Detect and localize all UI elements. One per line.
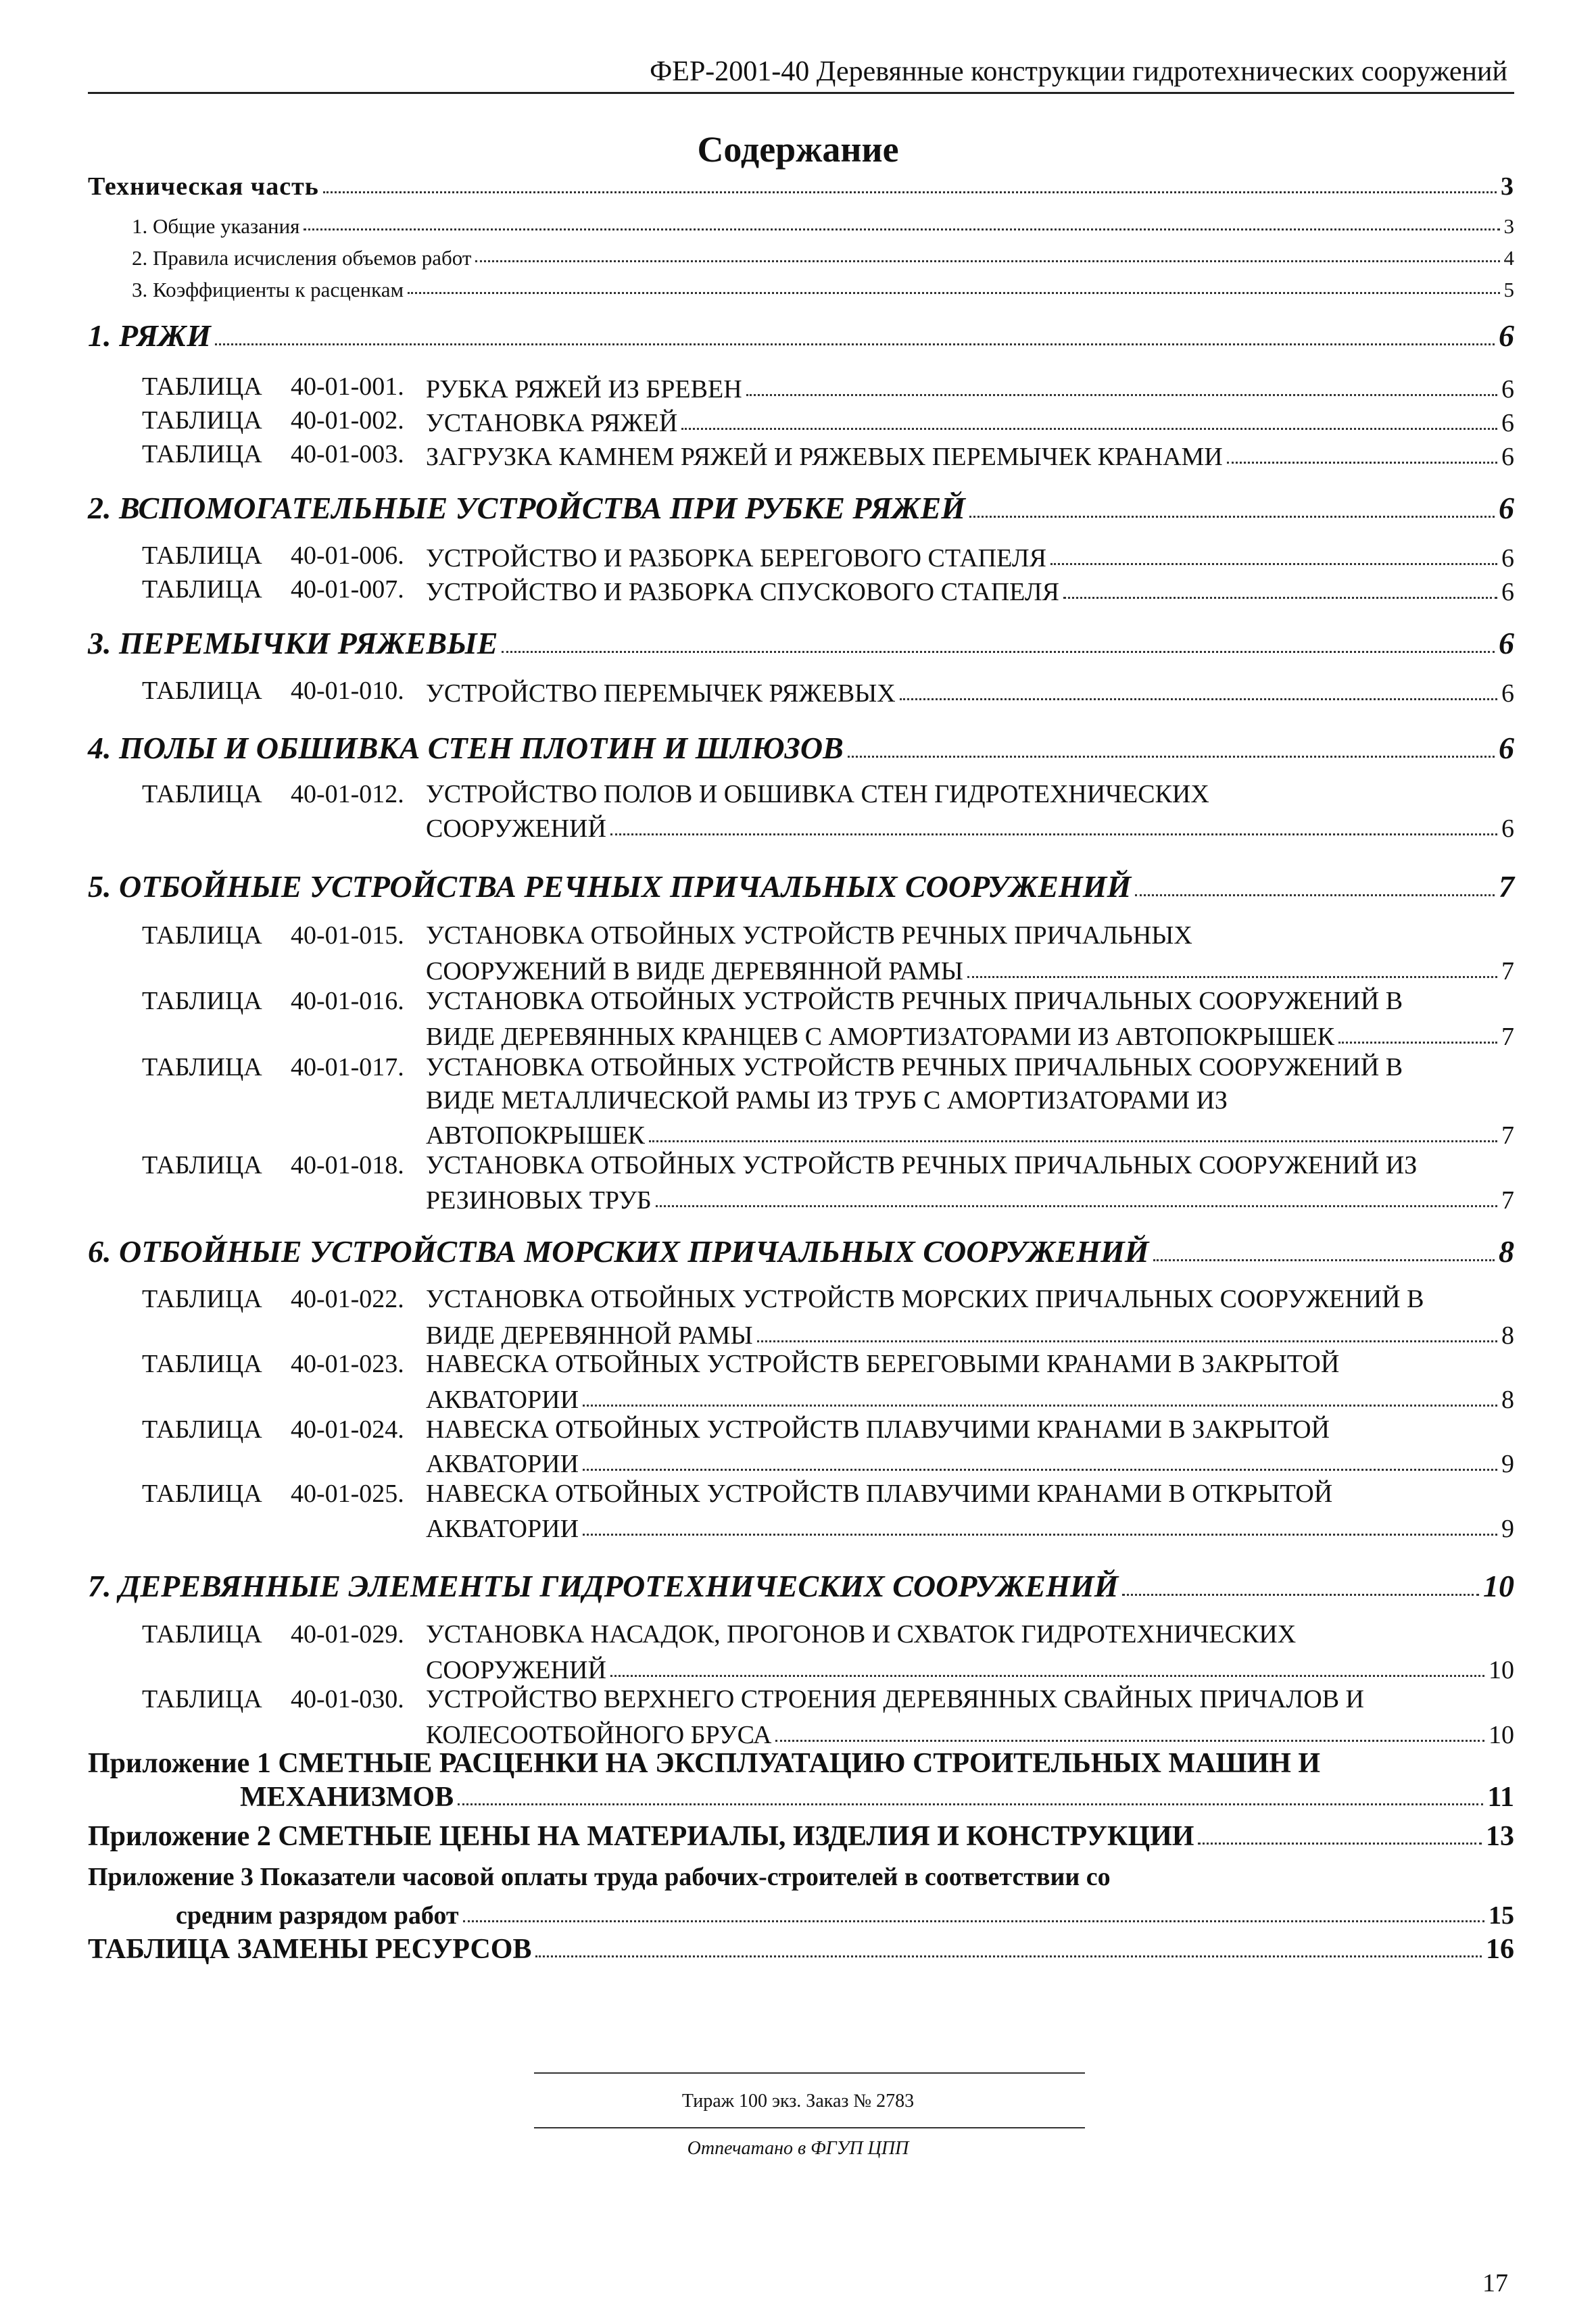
section-heading-label: 2. ВСПОМОГАТЕЛЬНЫЕ УСТРОЙСТВА ПРИ РУБКЕ РЯЖЕЙ	[88, 491, 965, 525]
tech-part	[88, 169, 1514, 201]
section-heading-dot-leader	[969, 516, 1495, 518]
section-heading	[88, 626, 1514, 661]
table-entry-label: ЗАГРУЗКА КАМНЕМ РЯЖЕЙ И РЯЖЕВЫХ ПЕРЕМЫЧЕК КРАНАМИ	[426, 443, 1223, 471]
table-prefix: ТАБЛИЦА	[142, 575, 262, 604]
table-entry-line: НАВЕСКА ОТБОЙНЫХ УСТРОЙСТВ БЕРЕГОВЫМИ КРАНАМИ В ЗАКРЫТОЙ	[426, 1350, 1340, 1378]
table-entry-line: НАВЕСКА ОТБОЙНЫХ УСТРОЙСТВ ПЛАВУЧИМИ КРАНАМИ В ЗАКРЫТОЙ	[426, 1415, 1330, 1444]
table-entry	[426, 954, 1514, 986]
table-entry-page: 8	[1501, 1321, 1514, 1350]
table-entry-label: РЕЗИНОВЫХ ТРУБ	[426, 1186, 652, 1215]
table-entry-page: 6	[1501, 375, 1514, 404]
tech-part-item-label: 1. Общие указания	[132, 214, 300, 238]
table-entry-label: УСТРОЙСТВО ПЕРЕМЫЧЕК РЯЖЕВЫХ	[426, 679, 896, 708]
section-heading-dot-leader	[848, 756, 1495, 758]
table-entry-label: КОЛЕСООТБОЙНОГО БРУСА	[426, 1721, 772, 1749]
table-entry-page: 7	[1501, 1023, 1514, 1051]
tech-part-item-page: 5	[1503, 278, 1514, 301]
table-entry	[426, 541, 1514, 573]
table-code: 40-01-024.	[291, 1415, 404, 1444]
table-entry-page: 6	[1501, 814, 1514, 843]
section-heading-dot-leader	[1135, 894, 1495, 896]
table-entry	[426, 811, 1514, 844]
table-entry	[426, 1183, 1514, 1215]
tech-part-item	[132, 270, 1514, 302]
table-code: 40-01-002.	[291, 406, 404, 435]
table-entry-dot-leader	[967, 976, 1497, 978]
tech-part-dot-leader	[323, 191, 1497, 193]
table-entry-label: СООРУЖЕНИЙ	[426, 814, 606, 843]
table-entry-label: УСТАНОВКА РЯЖЕЙ	[426, 409, 678, 437]
section-heading-label: 5. ОТБОЙНЫЕ УСТРОЙСТВА РЕЧНЫХ ПРИЧАЛЬНЫХ СООРУЖЕНИЙ	[88, 869, 1132, 904]
section-heading-label: 4. ПОЛЫ И ОБШИВКА СТЕН ПЛОТИН И ШЛЮЗОВ	[88, 731, 844, 765]
table-entry-line: УСТРОЙСТВО ПОЛОВ И ОБШИВКА СТЕН ГИДРОТЕХНИЧЕСКИХ	[426, 780, 1209, 808]
table-entry-label: СООРУЖЕНИЙ В ВИДЕ ДЕРЕВЯННОЙ РАМЫ	[426, 957, 963, 985]
table-entry-dot-leader	[649, 1140, 1497, 1142]
table-entry-dot-leader	[656, 1205, 1497, 1207]
table-code: 40-01-022.	[291, 1285, 404, 1313]
table-entry-line: НАВЕСКА ОТБОЙНЫХ УСТРОЙСТВ ПЛАВУЧИМИ КРАНАМИ В ОТКРЫТОЙ	[426, 1480, 1333, 1508]
appendix-entry	[88, 1820, 1514, 1853]
appendix-entry-dot-leader	[535, 1955, 1482, 1957]
table-entry-line: УСТАНОВКА ОТБОЙНЫХ УСТРОЙСТВ РЕЧНЫХ ПРИЧАЛЬНЫХ СООРУЖЕНИЙ В	[426, 1053, 1403, 1081]
tech-part-label: Техническая часть	[88, 172, 319, 201]
table-prefix: ТАБЛИЦА	[142, 541, 262, 570]
table-entry-label: АКВАТОРИИ	[426, 1386, 579, 1414]
section-heading-label: 7. ДЕРЕВЯННЫЕ ЭЛЕМЕНТЫ ГИДРОТЕХНИЧЕСКИХ СООРУЖЕНИЙ	[88, 1569, 1119, 1603]
table-entry-line: ВИДЕ МЕТАЛЛИЧЕСКОЙ РАМЫ ИЗ ТРУБ С АМОРТИЗАТОРАМИ ИЗ	[426, 1086, 1228, 1115]
section-heading	[88, 493, 1514, 526]
tech-part-item	[132, 206, 1514, 239]
table-prefix: ТАБЛИЦА	[142, 372, 262, 401]
table-entry-page: 10	[1489, 1721, 1514, 1749]
table-entry-dot-leader	[1050, 563, 1497, 565]
table-entry	[426, 372, 1514, 404]
table-entry	[426, 1511, 1514, 1544]
table-code: 40-01-023.	[291, 1350, 404, 1378]
table-prefix: ТАБЛИЦА	[142, 1350, 262, 1378]
section-heading-page: 6	[1499, 318, 1514, 353]
appendix-entry	[176, 1898, 1514, 1930]
table-entry	[426, 1019, 1514, 1052]
table-code: 40-01-018.	[291, 1151, 404, 1179]
table-code: 40-01-012.	[291, 780, 404, 808]
section-heading-label: 1. РЯЖИ	[88, 318, 211, 353]
table-entry-page: 6	[1501, 578, 1514, 606]
appendix-entry-line: Приложение 1 СМЕТНЫЕ РАСЦЕНКИ НА ЭКСПЛУАТАЦИЮ СТРОИТЕЛЬНЫХ МАШИН И	[88, 1748, 1321, 1779]
table-entry-label: ВИДЕ ДЕРЕВЯННЫХ КРАНЦЕВ С АМОРТИЗАТОРАМИ ИЗ АВТОПОКРЫШЕК	[426, 1023, 1334, 1051]
table-prefix: ТАБЛИЦА	[142, 1415, 262, 1444]
table-entry-dot-leader	[1063, 597, 1497, 599]
table-entry-label: АКВАТОРИИ	[426, 1515, 579, 1543]
tech-part-item	[132, 238, 1514, 270]
table-entry-page: 6	[1501, 409, 1514, 437]
page-title: Содержание	[697, 129, 899, 170]
table-entry-line: УСТАНОВКА ОТБОЙНЫХ УСТРОЙСТВ РЕЧНЫХ ПРИЧАЛЬНЫХ СООРУЖЕНИЙ ИЗ	[426, 1151, 1418, 1179]
section-heading-page: 7	[1499, 869, 1514, 904]
table-entry-page: 6	[1501, 443, 1514, 471]
tech-part-item-dot-leader	[304, 228, 1499, 230]
section-heading	[88, 733, 1514, 766]
table-entry-page: 6	[1501, 544, 1514, 572]
table-entry-page: 6	[1501, 679, 1514, 708]
section-heading-page: 8	[1499, 1234, 1514, 1269]
appendix-entry-label: МЕХАНИЗМОВ	[240, 1782, 454, 1813]
appendix-entry-page: 16	[1486, 1934, 1514, 1965]
table-entry-dot-leader	[681, 428, 1497, 430]
table-prefix: ТАБЛИЦА	[142, 1620, 262, 1649]
table-entry	[426, 1382, 1514, 1415]
table-entry-page: 7	[1501, 1121, 1514, 1150]
section-heading	[88, 869, 1514, 904]
table-entry-line: УСТРОЙСТВО ВЕРХНЕГО СТРОЕНИЯ ДЕРЕВЯННЫХ СВАЙНЫХ ПРИЧАЛОВ И	[426, 1685, 1365, 1713]
table-code: 40-01-025.	[291, 1480, 404, 1508]
section-heading-dot-leader	[215, 343, 1495, 345]
table-entry-label: АКВАТОРИИ	[426, 1450, 579, 1478]
table-entry-dot-leader	[900, 698, 1497, 700]
table-entry-dot-leader	[583, 1405, 1497, 1407]
table-prefix: ТАБЛИЦА	[142, 677, 262, 705]
table-entry	[426, 1717, 1514, 1750]
appendix-entry-page: 13	[1486, 1821, 1514, 1852]
table-prefix: ТАБЛИЦА	[142, 1151, 262, 1179]
section-heading-label: 6. ОТБОЙНЫЕ УСТРОЙСТВА МОРСКИХ ПРИЧАЛЬНЫХ СООРУЖЕНИЙ	[88, 1234, 1149, 1269]
imprint-rule-top	[534, 2072, 1085, 2074]
appendix-entry-label: ТАБЛИЦА ЗАМЕНЫ РЕСУРСОВ	[88, 1934, 532, 1965]
table-entry-line: УСТАНОВКА ОТБОЙНЫХ УСТРОЙСТВ РЕЧНЫХ ПРИЧАЛЬНЫХ СООРУЖЕНИЙ В	[426, 987, 1403, 1015]
table-code: 40-01-007.	[291, 575, 404, 604]
section-heading-page: 6	[1499, 626, 1514, 660]
appendix-entry	[240, 1781, 1514, 1813]
tech-part-item-label: 3. Коэффициенты к расценкам	[132, 278, 404, 301]
table-entry-label: УСТРОЙСТВО И РАЗБОРКА СПУСКОВОГО СТАПЕЛЯ	[426, 578, 1059, 606]
running-header-text: ФЕР-2001-40 Деревянные конструкции гидротехнических сооружений	[650, 56, 1507, 87]
appendix-entry-page: 15	[1489, 1901, 1514, 1930]
tech-part-page: 3	[1501, 172, 1514, 201]
tech-part-item-dot-leader	[408, 292, 1499, 294]
table-entry	[426, 439, 1514, 472]
table-entry-page: 7	[1501, 957, 1514, 985]
table-code: 40-01-006.	[291, 541, 404, 570]
section-heading-page: 6	[1499, 491, 1514, 525]
table-entry-page: 10	[1489, 1656, 1514, 1684]
table-code: 40-01-017.	[291, 1053, 404, 1081]
appendix-entry	[88, 1933, 1514, 1966]
table-entry-dot-leader	[1338, 1042, 1497, 1044]
table-code: 40-01-030.	[291, 1685, 404, 1713]
table-code: 40-01-016.	[291, 987, 404, 1015]
appendix-entry-dot-leader	[458, 1803, 1483, 1805]
table-code: 40-01-003.	[291, 440, 404, 468]
table-entry	[426, 676, 1514, 708]
table-entry-line: УСТАНОВКА ОТБОЙНЫХ УСТРОЙСТВ РЕЧНЫХ ПРИЧАЛЬНЫХ	[426, 921, 1192, 950]
table-entry	[426, 1446, 1514, 1479]
section-heading	[88, 1234, 1514, 1269]
table-prefix: ТАБЛИЦА	[142, 440, 262, 468]
section-heading-dot-leader	[1153, 1259, 1495, 1261]
table-prefix: ТАБЛИЦА	[142, 1480, 262, 1508]
section-heading	[88, 318, 1514, 354]
table-entry-dot-leader	[757, 1340, 1497, 1342]
table-entry-line: УСТАНОВКА ОТБОЙНЫХ УСТРОЙСТВ МОРСКИХ ПРИЧАЛЬНЫХ СООРУЖЕНИЙ В	[426, 1285, 1424, 1313]
section-heading-page: 6	[1499, 731, 1514, 765]
table-entry-label: УСТРОЙСТВО И РАЗБОРКА БЕРЕГОВОГО СТАПЕЛЯ	[426, 544, 1046, 572]
imprint-run: Тираж 100 экз. Заказ № 2783	[681, 2091, 915, 2112]
table-code: 40-01-001.	[291, 372, 404, 401]
table-prefix: ТАБЛИЦА	[142, 1285, 262, 1313]
table-entry-label: РУБКА РЯЖЕЙ ИЗ БРЕВЕН	[426, 375, 742, 404]
appendix-entry-line: Приложение 3 Показатели часовой оплаты труда рабочих-строителей в соответствии со	[88, 1863, 1111, 1891]
table-entry-page: 9	[1501, 1450, 1514, 1478]
table-entry-page: 8	[1501, 1386, 1514, 1414]
table-entry	[426, 575, 1514, 607]
tech-part-item-page: 3	[1503, 214, 1514, 238]
section-heading	[88, 1571, 1514, 1604]
table-prefix: ТАБЛИЦА	[142, 780, 262, 808]
table-entry-dot-leader	[746, 394, 1497, 396]
table-entry-dot-leader	[775, 1740, 1484, 1742]
table-entry-dot-leader	[583, 1469, 1497, 1471]
tech-part-item-dot-leader	[475, 260, 1499, 262]
appendix-entry-dot-leader	[463, 1920, 1484, 1922]
table-prefix: ТАБЛИЦА	[142, 921, 262, 950]
table-entry-label: АВТОПОКРЫШЕК	[426, 1121, 645, 1150]
appendix-entry-dot-leader	[1198, 1843, 1482, 1845]
table-entry-label: СООРУЖЕНИЙ	[426, 1656, 606, 1684]
table-prefix: ТАБЛИЦА	[142, 1053, 262, 1081]
table-entry-dot-leader	[1227, 462, 1497, 464]
table-entry-page: 9	[1501, 1515, 1514, 1543]
table-prefix: ТАБЛИЦА	[142, 406, 262, 435]
table-entry-dot-leader	[610, 833, 1497, 835]
table-entry	[426, 1653, 1514, 1685]
section-heading-dot-leader	[1122, 1594, 1479, 1596]
table-code: 40-01-010.	[291, 677, 404, 705]
imprint-rule-bottom	[534, 2127, 1085, 2128]
table-entry-page: 7	[1501, 1186, 1514, 1215]
appendix-entry-label: Приложение 2 СМЕТНЫЕ ЦЕНЫ НА МАТЕРИАЛЫ, ИЗДЕЛИЯ И КОНСТРУКЦИИ	[88, 1821, 1194, 1852]
imprint-printed: Отпечатано в ФГУП ЦПП	[687, 2138, 909, 2159]
table-entry	[426, 1118, 1514, 1150]
table-entry	[426, 1318, 1514, 1350]
page-number: 17	[1482, 2269, 1508, 2297]
section-heading-label: 3. ПЕРЕМЫЧКИ РЯЖЕВЫЕ	[88, 626, 498, 660]
table-prefix: ТАБЛИЦА	[142, 1685, 262, 1713]
table-entry-dot-leader	[610, 1675, 1484, 1677]
table-entry-label: ВИДЕ ДЕРЕВЯННОЙ РАМЫ	[426, 1321, 753, 1350]
appendix-entry-page: 11	[1487, 1782, 1514, 1813]
tech-part-item-page: 4	[1503, 246, 1514, 270]
table-code: 40-01-015.	[291, 921, 404, 950]
table-prefix: ТАБЛИЦА	[142, 987, 262, 1015]
section-heading-dot-leader	[502, 651, 1495, 653]
appendix-entry-label: средним разрядом работ	[176, 1901, 459, 1930]
tech-part-item-label: 2. Правила исчисления объемов работ	[132, 246, 472, 270]
table-code: 40-01-029.	[291, 1620, 404, 1649]
section-heading-page: 10	[1483, 1569, 1514, 1603]
table-entry-line: УСТАНОВКА НАСАДОК, ПРОГОНОВ И СХВАТОК ГИДРОТЕХНИЧЕСКИХ	[426, 1620, 1297, 1649]
table-entry-dot-leader	[583, 1534, 1497, 1536]
table-entry	[426, 406, 1514, 438]
